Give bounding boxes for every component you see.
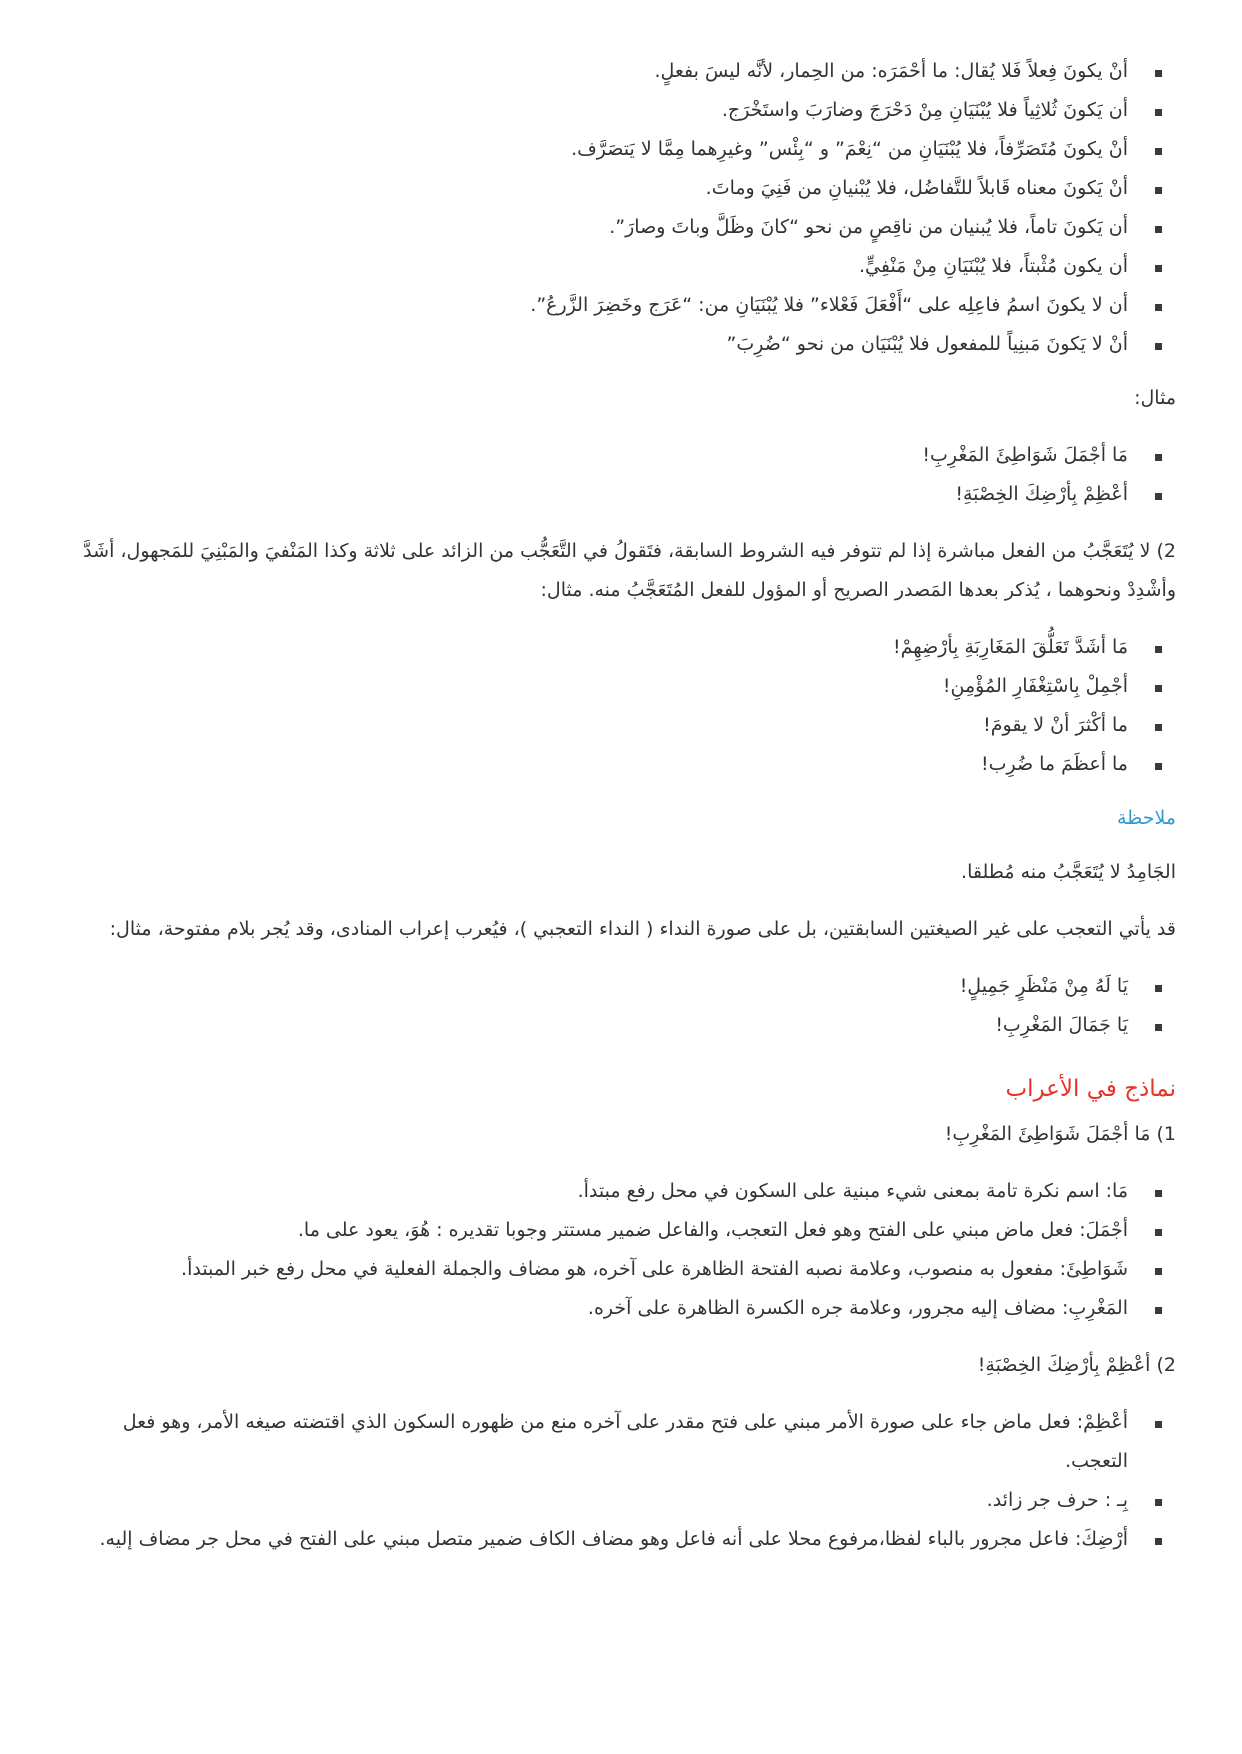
conditions-list (66, 52, 1176, 364)
examples-list-3 (66, 967, 1176, 1045)
list-item: أعْظِمْ بِأرْضِكَ الخِصْبَةِ! (66, 475, 1176, 514)
list-item: أن لا يكونَ اسمُ فاعِلِه على “أَفْعَلَ فَعْلاء” فلا يُبْنَيَانِ من: “عَرَج وخَضِرَ الزَّرعُ”. (66, 286, 1176, 325)
model-1-title: 1) مَا أجْمَلَ شَوَاطِئَ المَغْرِبِ! (944, 1123, 1176, 1145)
section-title: نماذج في الأعراب (1005, 1076, 1176, 1102)
examples-list-2 (66, 628, 1176, 784)
model-1-list (66, 1172, 1176, 1328)
list-item: أن يَكونَ تاماً، فلا يُبنيان من ناقِصٍ من نحو “كانَ وظَلَّ وباتَ وصارَ”. (66, 208, 1176, 247)
examples-list-1 (66, 436, 1176, 514)
nida-paragraph: قد يأتي التعجب على غير الصيغتين السابقتين، بل على صورة النداء ( النداء التعجبي )، فيُعرب إعراب المنادى، وقد يُجر بلام مفتوحة، مثال: (109, 918, 1176, 940)
list-item: يَا لَهُ مِنْ مَنْظَرٍ جَمِيلٍ! (66, 967, 1176, 1006)
list-item: أجْمِلْ بِاسْتِغْفَارِ المُؤْمِنِ! (66, 667, 1176, 706)
list-item: أجْمَلَ: فعل ماض مبني على الفتح وهو فعل التعجب، والفاعل ضمير مستتر وجوبا تقديره : هُوَ، يعود على ما. (66, 1211, 1176, 1250)
model-2-list (66, 1403, 1176, 1559)
list-item: أنْ يكونَ فِعلاً فَلا يُقال: ما أحْمَرَه: من الحِمار، لأنَّه ليسَ بفعلٍ. (66, 52, 1176, 91)
list-item: أرْضِكَ: فاعل مجرور بالباء لفظا،مرفوع محلا على أنه فاعل وهو مضاف الكاف ضمير متصل مبني على الفتح في محل جر مضاف إليه. (66, 1520, 1176, 1559)
example-label: مثال: (1134, 387, 1176, 409)
list-item: أنْ لا يَكونَ مَبنِياً للمفعول فلا يُبْنَيَان من نحو “ضُرِبَ” (66, 325, 1176, 364)
list-item: مَا: اسم نكرة تامة بمعنى شيء مبنية على السكون في محل رفع مبتدأ. (66, 1172, 1176, 1211)
list-item: ما أكْثرَ أنْ لا يقومَ! (66, 706, 1176, 745)
list-item: أعْظِمْ: فعل ماض جاء على صورة الأمر مبني على فتح مقدر على آخره منع من ظهوره السكون الذي اقتضته صيغه الأمر، وهو فعل التعجب. (66, 1403, 1176, 1481)
list-item: أنْ يَكونَ معناه قَابلاً للتَّفاضُل، فلا يُبْنيانِ من فَنِيَ وماتَ. (66, 169, 1176, 208)
list-item: مَا أجْمَلَ شَوَاطِئَ المَغْرِبِ! (66, 436, 1176, 475)
rule-2-paragraph: 2) لا يُتَعَجَّبُ من الفعل مباشرة إذا لم تتوفر فيه الشروط السابقة، فتَقولُ في التَّعَجُّب من الزائد على ثلاثة وكذا المَنْفيَ والمَبْنِيَ للمَجهول، أشَدَّ وأشْدِدْ ونحوهما ، يُذكر بعدها المَصدر الصريح أو المؤول للفعل المُتَعَجَّبُ منه. مثال: (83, 540, 1176, 601)
model-2-title: 2) أعْظِمْ بِأرْضِكَ الخِصْبَةِ! (977, 1354, 1176, 1376)
list-item: أن يكون مُثْبتاً، فلا يُبْنَيَانِ مِنْ مَنْفِيٍّ. (66, 247, 1176, 286)
list-item: شَوَاطِئَ: مفعول به منصوب، وعلامة نصبه الفتحة الظاهرة على آخره، هو مضاف والجملة الفعلية في محل رفع خبر المبتدأ. (66, 1250, 1176, 1289)
list-item: مَا أشَدَّ تَعَلُّقَ المَغَارِبَةِ بِأرْضِهِمْ! (66, 628, 1176, 667)
list-item: أن يَكونَ ثُلاثِياً فلا يُبْنَيَانِ مِنْ دَحْرَجَ وضارَبَ واستَخْرَج. (66, 91, 1176, 130)
list-item: ما أعظَمَ ما ضُرِب! (66, 745, 1176, 784)
note-text: الجَامِدُ لا يُتَعَجَّبُ منه مُطلقا. (961, 861, 1176, 883)
list-item: بِـ : حرف جر زائد. (66, 1481, 1176, 1520)
note-title: ملاحظة (1116, 807, 1176, 829)
list-item: المَغْرِبِ: مضاف إليه مجرور، وعلامة جره الكسرة الظاهرة على آخره. (66, 1289, 1176, 1328)
list-item: أنْ يكونَ مُتَصَرِّفاً، فلا يُبْنَيَانِ من “نِعْمَ” و “بِئْس” وغيرِهما مِمَّا لا يَتصَرَّف. (66, 130, 1176, 169)
list-item: يَا جَمَالَ المَغْرِبِ! (66, 1006, 1176, 1045)
